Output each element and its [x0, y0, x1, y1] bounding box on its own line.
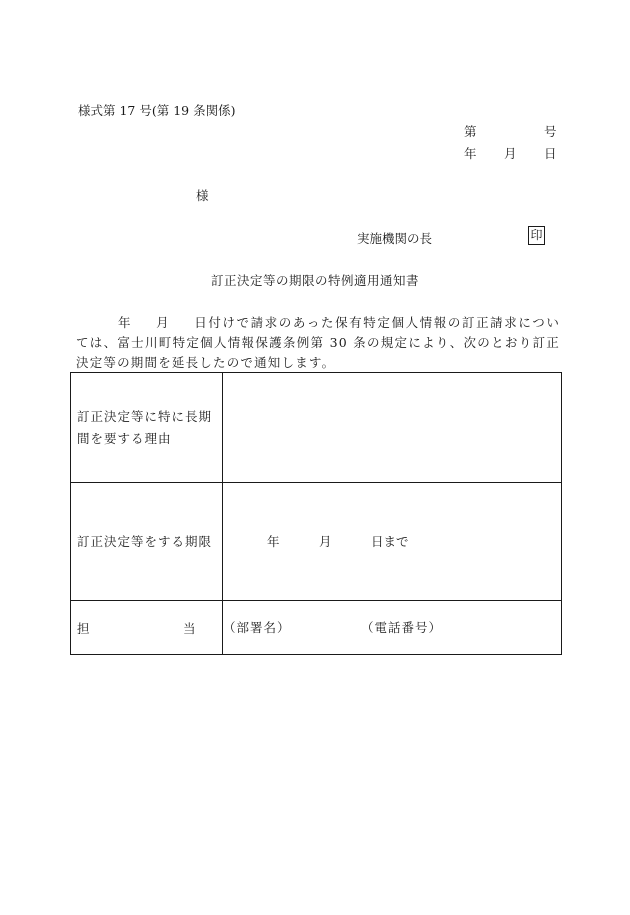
table-row — [71, 483, 562, 601]
date-day: 日 — [544, 146, 557, 161]
deadline-year: 年 — [267, 533, 280, 549]
body-month: 月 — [156, 315, 171, 330]
deadline-month: 月 — [319, 533, 332, 549]
addressee-honorific: 様 — [196, 188, 209, 203]
deadline-date — [223, 532, 561, 552]
table-row — [71, 373, 562, 483]
contact-label-right: 当 — [183, 620, 197, 636]
phone-field: （電話番号） — [361, 619, 443, 635]
contact-label-left: 担 — [77, 620, 91, 636]
contact-label-cell — [71, 601, 223, 655]
seal-stamp-box: 印 — [528, 226, 545, 245]
reason-value-cell — [223, 373, 562, 483]
details-table — [70, 372, 562, 655]
contact-info — [223, 618, 561, 638]
date-year: 年 — [464, 146, 477, 161]
reason-label-cell — [71, 373, 223, 483]
contact-label — [77, 618, 207, 638]
department-field: （部署名） — [223, 619, 291, 635]
notice-body — [76, 313, 560, 373]
deadline-value-cell — [223, 483, 562, 601]
reason-label: 訂正決定等に特に長期間を要する理由 — [77, 408, 213, 446]
body-year: 年 — [118, 315, 133, 330]
deadline-label: 訂正決定等をする期限 — [71, 483, 223, 601]
ref-prefix: 第 — [464, 124, 477, 139]
ref-suffix: 号 — [544, 124, 557, 139]
body-text: 日付けで請求のあった保有特定個人情報の訂正請求については、富士川町特定個人情報保護条例第 30 条の規定により、次のとおり訂正決定等の期間を延長したので通知します。 — [76, 315, 561, 370]
contact-value-cell — [223, 601, 562, 655]
sender-title: 実施機関の長 — [357, 231, 433, 246]
table-row — [71, 601, 562, 655]
document-title: 訂正決定等の期限の特例適用通知書 — [211, 273, 420, 288]
date-month: 月 — [504, 146, 517, 161]
form-number: 様式第 17 号(第 19 条関係) — [78, 103, 236, 118]
deadline-day: 日まで — [371, 533, 409, 549]
